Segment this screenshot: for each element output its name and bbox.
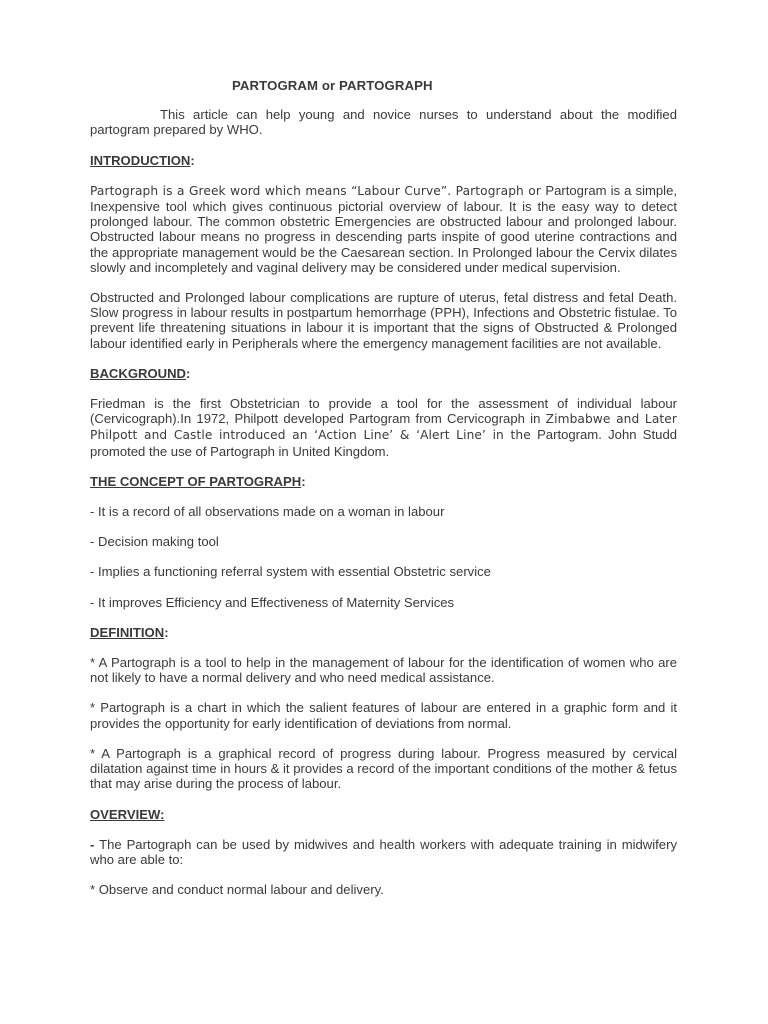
background-heading-text: BACKGROUND — [90, 365, 187, 381]
concept-heading — [90, 474, 677, 489]
background-heading — [90, 366, 677, 381]
introduction-paragraph-2: Obstructed and Prolonged labour complications are rupture of uterus, fetal distress and fetal Death. Slow progress in labour results in postpartum hemorrhage (PPH), Infections and Obstetric fistulae. To prevent life threatening situations in labour it is important that the signs of Obstructed & Prolonged labour identified early in Peripherals where the emergency management facilities are not available. — [90, 290, 677, 351]
overview-heading-text: OVERVIEW: — [90, 806, 165, 822]
introduction-paragraph-1 — [90, 183, 677, 275]
concept-item: - Decision making tool — [90, 534, 219, 550]
definition-heading — [90, 625, 677, 640]
concept-item: - It is a record of all observations made on a woman in labour — [90, 504, 445, 520]
background-paragraph — [90, 396, 677, 459]
heading-colon: : — [190, 152, 195, 168]
concept-item: - It improves Efficiency and Effectiveness of Maternity Services — [90, 594, 455, 610]
definition-item: * Partograph is a chart in which the salient features of labour are entered in a graphic form and it provides the opportunity for early identification of deviations from normal. — [90, 700, 677, 731]
background-p1-part3: Partogram. John Studd promoted the use of Partograph in United Kingdom. — [90, 427, 678, 459]
overview-paragraph — [90, 837, 677, 867]
overview-p1: The Partograph can be used by midwives and health workers with adequate training in midwifery who are able to: — [90, 836, 677, 867]
concept-item: - Implies a functioning referral system with essential Obstetric service — [90, 564, 491, 580]
definition-item: * A Partograph is a tool to help in the management of labour for the identification of women who are not likely to have a normal delivery and who need medical assistance. — [90, 655, 677, 686]
overview-heading — [90, 807, 677, 822]
introduction-heading — [90, 153, 677, 168]
definition-heading-text: DEFINITION — [90, 624, 165, 640]
overview-dash: - — [90, 836, 95, 852]
heading-colon: : — [164, 624, 169, 640]
overview-item: * Observe and conduct normal labour and delivery. — [90, 882, 384, 898]
concept-heading-text: THE CONCEPT OF PARTOGRAPH — [90, 473, 302, 489]
introduction-p1-part2: Partogram is a simple, Inexpensive tool which gives continuous pictorial overview of labour. It is the easy way to detect prolonged labour. The common obstetric Emergencies are obstructed labour and prolonged labour. Obstructed labour means no progress in descending parts inspite of good uterine contractions and the appropriate management would be the Caesarean section. In Prolonged labour the Cervix dilates slowly and incompletely and vaginal delivery may be considered under medical supervision. — [90, 182, 677, 275]
page-title: PARTOGRAM or PARTOGRAPH — [232, 78, 433, 93]
background-p1-part1: Friedman is the first Obstetrician to provide a tool for the assessment of individual labour (Cervicograph).In 1972, Philpott developed Partogram from Cervicograph in — [90, 396, 677, 427]
background-p1-part2: Zimbabwe and Later Philpott and Castle introduced an ‘Action Line’ & ‘Alert Line’ in the — [90, 412, 677, 443]
introduction-heading-text: INTRODUCTION — [90, 152, 191, 168]
heading-colon: : — [186, 365, 191, 381]
intro-paragraph: This article can help young and novice nurses to understand about the modified partogram prepared by WHO. — [90, 107, 677, 138]
definition-item: * A Partograph is a graphical record of progress during labour. Progress measured by cervical dilatation against time in hours & it provides a record of the important conditions of the mother & fetus that may arise during the process of labour. — [90, 745, 677, 792]
introduction-p1-part1: Partograph is a Greek word which means “Labour Curve”. Partograph or — [90, 183, 546, 198]
document-body — [90, 78, 677, 897]
heading-colon: : — [301, 473, 306, 489]
